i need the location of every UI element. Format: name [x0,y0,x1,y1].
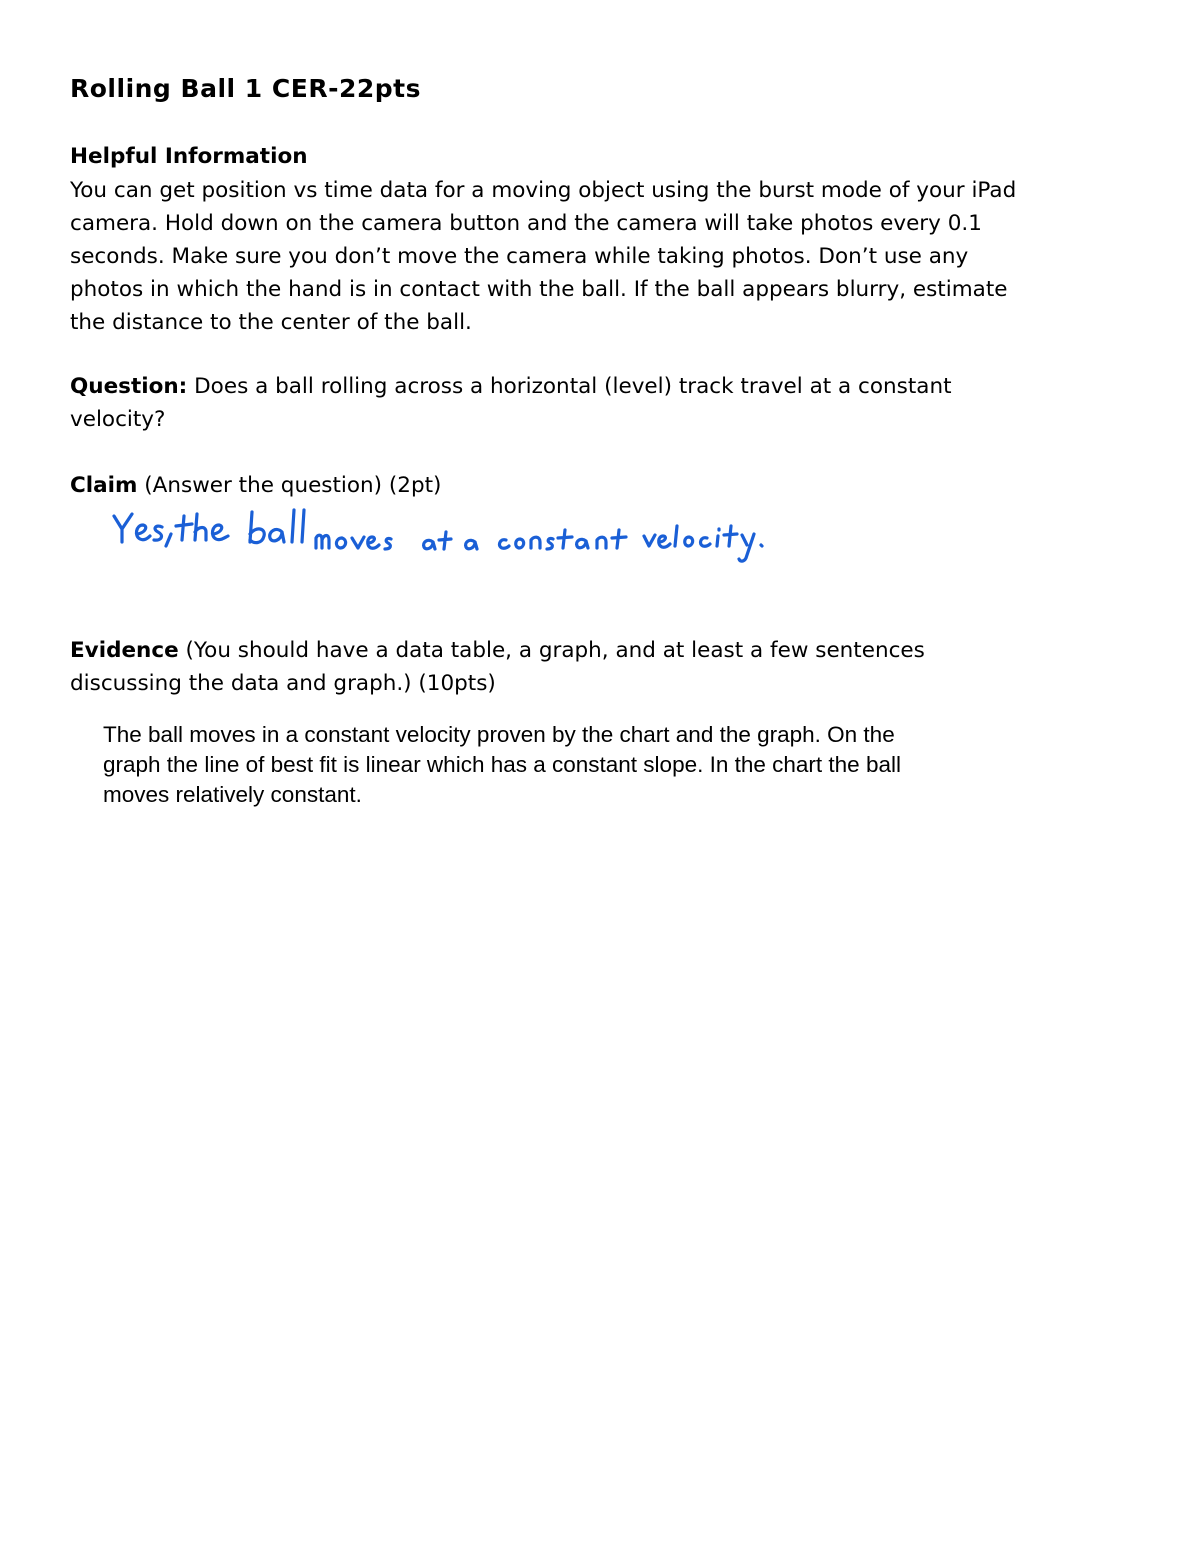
evidence-label: Evidence [70,638,179,663]
evidence-answer-line: graph the line of best fit is linear which has a constant slope. In the chart the ball [103,752,901,777]
claim-instructions: (Answer the question) (2pt) [137,473,442,498]
helpful-information-heading: Helpful Information [70,144,308,169]
evidence-section [70,634,1130,700]
handwritten-claim-answer [110,502,770,572]
helpful-line: the distance to the center of the ball. [70,310,472,335]
claim-label: Claim [70,473,138,498]
helpful-information-body [70,174,1130,339]
claim-section [70,469,1130,502]
page-title: Rolling Ball 1 CER-22pts [70,74,421,103]
helpful-line: seconds. Make sure you don’t move the camera while taking photos. Don’t use any [70,244,969,269]
question-section [70,370,1130,436]
helpful-line: photos in which the hand is in contact with the ball. If the ball appears blurry, estimate [70,277,1008,302]
helpful-line: You can get position vs time data for a moving object using the burst mode of your iPad [70,178,1017,203]
helpful-line: camera. Hold down on the camera button and the camera will take photos every 0.1 [70,211,982,236]
question-label: Question: [70,374,188,399]
question-text-continued: velocity? [70,407,166,432]
evidence-answer-line: The ball moves in a constant velocity proven by the chart and the graph. On the [103,722,895,747]
handwriting-signature-image [110,502,770,572]
evidence-answer-line: moves relatively constant. [103,782,362,807]
evidence-instructions-continued: discussing the data and graph.) (10pts) [70,671,496,696]
question-text: Does a ball rolling across a horizontal (level) track travel at a constant [187,374,952,399]
evidence-answer [103,720,1063,810]
evidence-instructions: (You should have a data table, a graph, and at least a few sentences [178,638,925,663]
